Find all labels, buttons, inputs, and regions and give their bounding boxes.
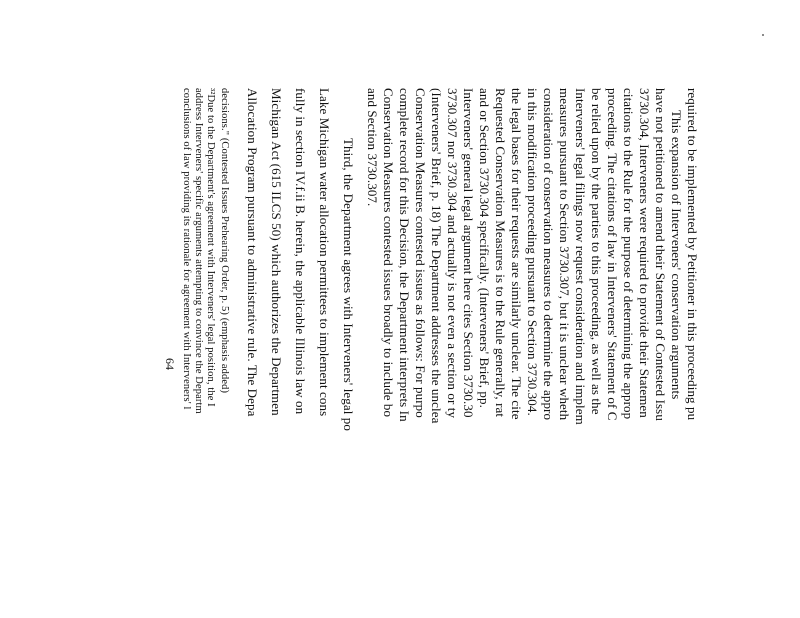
body-line: required to be implemented by Petitioner in this proceeding pu (685, 88, 700, 421)
body-line: Lake Michigan water allocation permittees to implement cons (317, 88, 332, 417)
body-line: measures pursuant to Section 3730.307, but it is unclear wheth (557, 88, 572, 421)
page-number: 64 (163, 358, 177, 370)
body-line: Conservation Measures contested issues broadly to include bo (381, 88, 396, 418)
footnote-line: ³²Due to the Department's agreement with Interveners' legal position, the I (205, 88, 216, 407)
scan-speck (762, 34, 764, 36)
body-line: complete record for this Decision, the Department interprets In (397, 88, 412, 422)
body-line: in this modification proceeding pursuant to Section 3730.304. (525, 88, 540, 416)
body-line: Interveners' general legal argument here cites Section 3730.30 (461, 88, 476, 418)
body-line: Conservation Measures contested issues as follows: For purpo (413, 88, 428, 418)
body-line: Requested Conservation Measures is to the Rule generally, rat (493, 88, 508, 418)
body-line: have not petitioned to amend their Statement of Contested Issu (653, 88, 668, 421)
body-line: Allocation Program pursuant to administrative rule. The Depa (245, 88, 260, 417)
body-line: Michigan Act (615 ILCS 50) which authorizes the Departmen (269, 88, 284, 416)
body-line: consideration of conservation measures to determine the appro (541, 88, 556, 421)
body-line: citations to the Rule for the purpose of determining the approp (621, 88, 636, 420)
body-line: be relied upon by the parties to this proceeding, as well as the (589, 88, 604, 415)
body-line: the legal bases for their requests are similarly unclear. The cite (509, 88, 524, 420)
body-line: (Interveners' Brief, p. 18) The Department addresses the unclea (429, 88, 444, 424)
body-line: 3730.307 nor 3730.304 and actually is not even a section or ty (445, 88, 460, 419)
body-line: and Section 3730.307. (365, 88, 380, 207)
body-line: proceeding. The citations of law in Interveners' Statement of C (605, 88, 620, 421)
body-line: Interveners' legal filings now request consideration and implem (573, 88, 588, 425)
body-line: Third, the Department agrees with Interveners' legal po (341, 138, 356, 432)
footnote-line: conclusions of law providing its rationale for agreement with Interveners' l (181, 88, 192, 410)
body-line: 3730.304, Interveners were required to provide their Statemen (637, 88, 652, 418)
body-line: This expansion of Interveners' conservation arguments (669, 110, 684, 400)
rotated-document-page (80, 88, 700, 618)
body-line: fully in section IV.f.ii B. herein, the applicable Illinois law on (293, 88, 308, 415)
footnote-line: address Interveners' specific arguments attempting to convince the Departm (193, 88, 204, 414)
footnote-line: decisions." (Contested Issues Prehearing Order, p. 5) (emphasis added) (219, 88, 230, 394)
body-line: and or Section 3730.304 specifically. (Interveners' Brief, pp. (477, 88, 492, 408)
